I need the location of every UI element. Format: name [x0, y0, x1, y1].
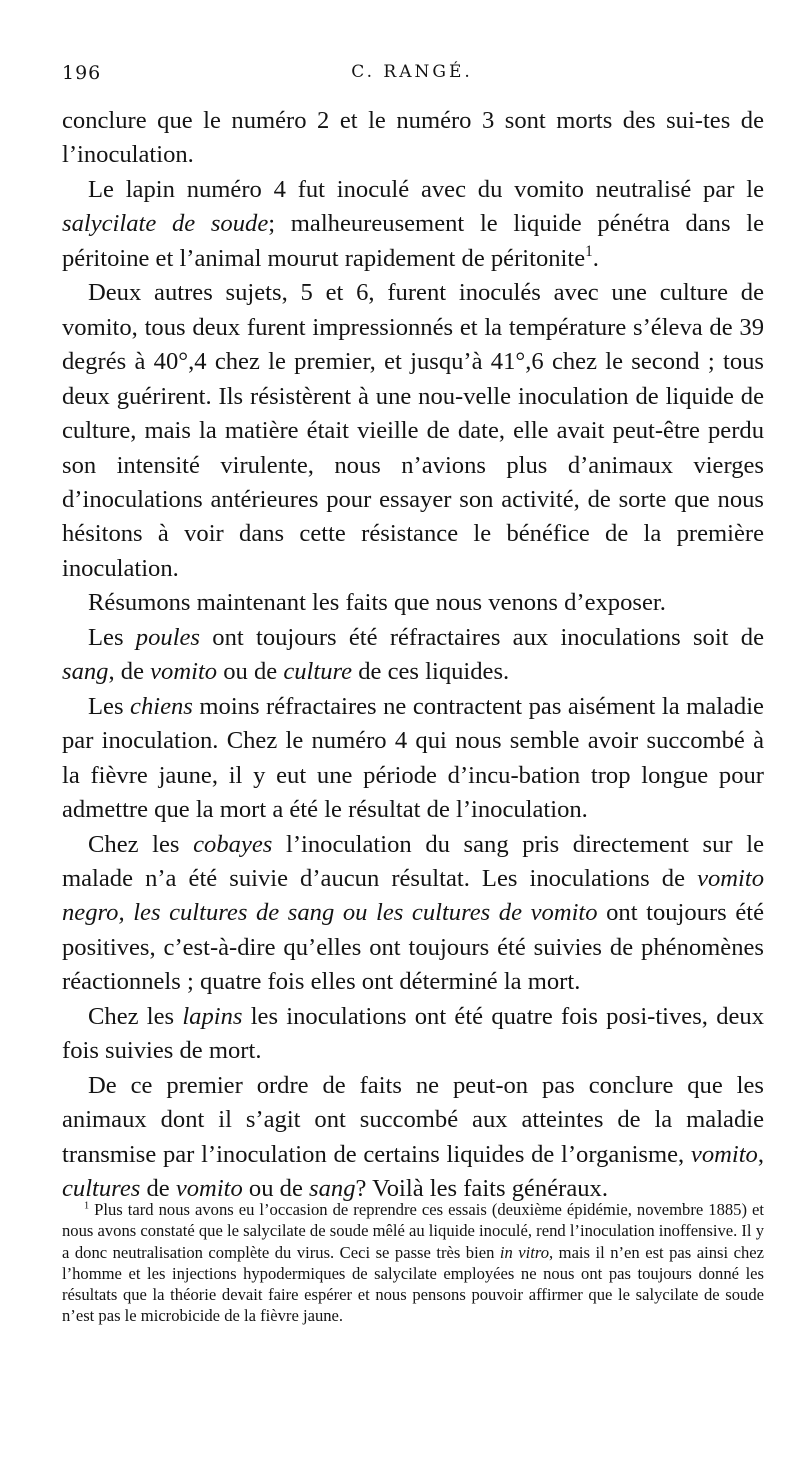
text-run: , [757, 1140, 764, 1168]
paragraph [62, 621, 764, 690]
text-run: ; malheureusement le liquide pénétra dans le péritoine et l’animal mourut rapidement de péritonite [62, 210, 764, 272]
paragraph [62, 828, 764, 1000]
text-run: Plus tard nous avons eu l’occasion de reprendre ces essais (deuxième épidémie, novembre 1885) et nous avons constaté que le salycilate de soude mêlé au liquide inoculé, rend l’inoculation inoffensive. Il y a donc neutralisation complète du virus. Ceci se passe très bien [62, 1200, 764, 1262]
italic-text: cobayes [193, 830, 273, 858]
text-run: ou de [217, 658, 284, 686]
italic-text: culture [283, 658, 353, 686]
text-run: Deux autres sujets, 5 et 6, furent inoculés avec une culture de vomito, tous deux furent impressionnés et la température s’éleva de 39 degrés à 40°,4 chez le premier, et jusqu’à 41°,6 chez le second ; tous deux guérirent. Ils résistèrent à une nou-velle inoculation de liquide de culture, mais la matière était vieille de date, elle avait peut-être perdu son intensité virulente, nous n’avions plus d’animaux vierges d’inoculations antérieures pour essayer son activité, de sorte que nous hésitons à voir dans cette résistance le bénéfice de la première inoculation. [62, 279, 764, 582]
text-run: . [592, 244, 599, 272]
text-run: Les [88, 692, 131, 720]
italic-text: vomito [175, 1175, 243, 1203]
italic-text: sang [309, 1175, 356, 1203]
text-run: ? Voilà les faits généraux. [355, 1175, 608, 1203]
italic-text: poules [135, 623, 201, 651]
text-run: de ces liquides. [352, 658, 510, 686]
text-run: De ce premier ordre de faits ne peut-on pas conclure que les animaux dont il s’agit ont succombé aux atteintes de la maladie transmise par l’inoculation de certains liquides de l’organisme, [62, 1071, 764, 1168]
text-run: moins réfractaires ne contractent pas aisément la maladie par inoculation. Chez le numéro 4 qui nous semble avoir succombé à la fièvre jaune, il y eut une période d’incu-bation trop longue pour admettre que la mort a été le résultat de l’inoculation. [62, 692, 764, 824]
italic-text: vomito negro, les cultures de sang ou les cultures de vomito [62, 864, 764, 927]
text-run: Chez les [88, 830, 194, 858]
italic-text: lapins [182, 1002, 243, 1030]
paragraph [62, 690, 764, 828]
footnote-marker: 1 [84, 1200, 90, 1212]
footnote-marker: 1 [585, 242, 593, 260]
italic-text: vomito [150, 658, 218, 686]
text-run: ont toujours été réfractaires aux inoculations soit de [200, 623, 764, 651]
paragraph [62, 276, 764, 586]
italic-text: vomito [690, 1140, 758, 1168]
paragraph [62, 586, 764, 620]
page-number: 196 [62, 62, 102, 84]
text-run: l’inoculation du sang pris directement sur le malade n’a été suivie d’aucun résultat. Les inoculations de [62, 830, 764, 892]
footnote [62, 1199, 764, 1327]
text-run: Les [88, 623, 136, 651]
italic-text: chiens [130, 692, 193, 720]
text-run: , de [108, 658, 151, 686]
footnotes [62, 1199, 764, 1327]
paragraph [62, 173, 764, 276]
paragraph [62, 104, 764, 173]
page-header [62, 62, 762, 96]
paragraph [62, 1069, 764, 1207]
body-text [62, 104, 764, 1207]
text-run: , mais il n’en est pas ainsi chez l’homme et les injections hypodermiques de salycilate employées ne nous ont pas toujours donné les résultats que la théorie devait faire espérer et nous pensons pouvoir affirmer que le salycilate de soude n’est pas le microbicide de la fièvre jaune. [62, 1242, 764, 1326]
italic-text: salycilate de soude [62, 210, 269, 238]
running-head: C. RANGÉ. [351, 62, 473, 82]
text-run: Résumons maintenant les faits que nous venons d’exposer. [88, 589, 666, 617]
paragraph [62, 1000, 764, 1069]
text-run: conclure que le numéro 2 et le numéro 3 sont morts des sui-tes de l’inoculation. [62, 107, 764, 169]
text-run: Le lapin numéro 4 fut inoculé avec du vomito neutralisé par le [88, 175, 764, 203]
text-run: de [140, 1175, 176, 1203]
text-run: ont toujours été positives, c’est-à-dire qu’elles ont toujours été suivies de phénomènes réactionnels ; quatre fois elles ont déterminé la mort. [62, 899, 764, 996]
text-run: ou de [242, 1175, 310, 1203]
italic-text: in vitro [499, 1242, 550, 1262]
text-run: les inoculations ont été quatre fois posi-tives, deux fois suivies de mort. [62, 1002, 764, 1065]
italic-text: cultures [62, 1175, 141, 1203]
text-run: Chez les [88, 1002, 183, 1030]
italic-text: sang [62, 658, 109, 686]
